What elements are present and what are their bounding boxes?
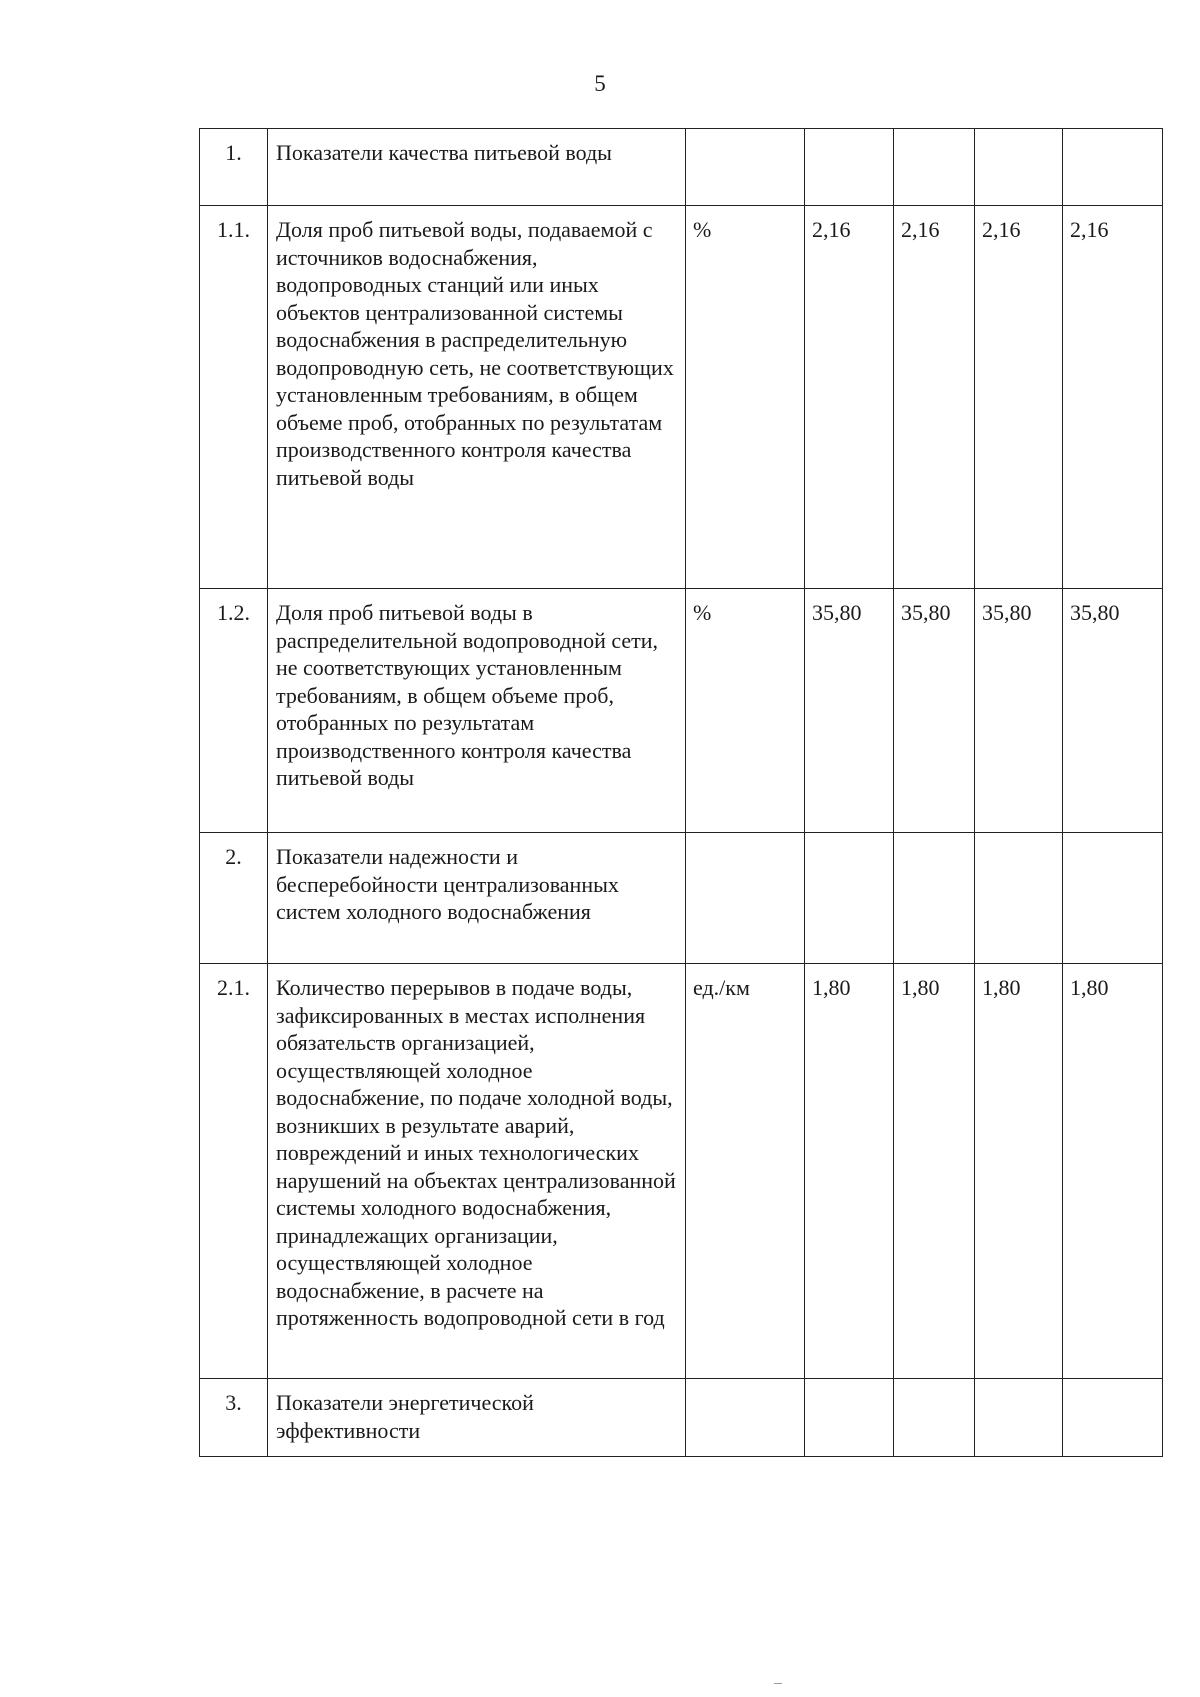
value-cell-4	[1063, 206, 1163, 589]
value-cell-1	[805, 129, 894, 206]
table-row	[200, 206, 1163, 589]
value: 35,80	[812, 600, 862, 625]
value: 35,80	[901, 600, 951, 625]
table-row	[200, 833, 1163, 964]
value-cell-1	[805, 833, 894, 964]
table-row	[200, 964, 1163, 1379]
row-number-cell	[200, 833, 268, 964]
row-number: 3.	[225, 1390, 242, 1415]
indicator-name: Количество перерывов в подаче воды, зафиксированных в местах исполнения обязательств организацией, осуществляющей холодное водоснабжение, по подаче холодной воды, возникших в результате аварий, повреждений и иных технологических нарушений на объектах централизованной системы холодного водоснабжения, принадлежащих организации, осуществляющей холодное водоснабжение, в расчете на протяженность водопроводной сети в год	[276, 975, 676, 1330]
indicators-table	[199, 128, 1163, 1457]
value-cell-3	[975, 589, 1063, 833]
value: 2,16	[901, 217, 940, 242]
value-cell-2	[894, 129, 975, 206]
value-cell-1	[805, 206, 894, 589]
row-number: 1.	[225, 140, 242, 165]
row-number: 2.1.	[217, 975, 250, 1000]
row-number: 1.2.	[217, 600, 250, 625]
row-number-cell	[200, 206, 268, 589]
value-cell-1	[805, 589, 894, 833]
value-cell-3	[975, 129, 1063, 206]
value-cell-1	[805, 964, 894, 1379]
value: 1,80	[1070, 975, 1109, 1000]
indicator-name: Доля проб питьевой воды в распределительной водопроводной сети, не соответствующих установленным требованиям, в общем объеме проб, отобранных по результатам производственного контроля качества питьевой воды	[276, 600, 659, 790]
value-cell-3	[975, 206, 1063, 589]
unit: %	[693, 600, 712, 625]
row-number-cell	[200, 129, 268, 206]
value: 1,80	[982, 975, 1021, 1000]
value-cell-4	[1063, 1379, 1163, 1457]
indicator-name-cell	[268, 206, 686, 589]
row-number: 1.1.	[217, 217, 250, 242]
value: 35,80	[982, 600, 1032, 625]
indicator-name-cell	[268, 1379, 686, 1457]
value-cell-2	[894, 964, 975, 1379]
value: 2,16	[1070, 217, 1109, 242]
unit: %	[693, 217, 712, 242]
value-cell-4	[1063, 129, 1163, 206]
value-cell-1	[805, 1379, 894, 1457]
row-number-cell	[200, 964, 268, 1379]
value-cell-2	[894, 589, 975, 833]
value-cell-4	[1063, 964, 1163, 1379]
indicator-name: Показатели надежности и бесперебойности централизованных систем холодного водоснабжения	[276, 844, 619, 924]
value-cell-3	[975, 964, 1063, 1379]
unit-cell	[686, 206, 805, 589]
value-cell-2	[894, 833, 975, 964]
value-cell-4	[1063, 589, 1163, 833]
value: 2,16	[982, 217, 1021, 242]
scan-mark	[774, 1683, 782, 1684]
table-row	[200, 1379, 1163, 1457]
unit-cell	[686, 589, 805, 833]
row-number-cell	[200, 1379, 268, 1457]
value-cell-4	[1063, 833, 1163, 964]
page-number: 5	[594, 71, 606, 96]
unit: ед./км	[693, 975, 750, 1000]
indicator-name-cell	[268, 833, 686, 964]
unit-cell	[686, 833, 805, 964]
row-number: 2.	[225, 844, 242, 869]
indicator-name-cell	[268, 129, 686, 206]
row-number-cell	[200, 589, 268, 833]
value-cell-3	[975, 833, 1063, 964]
value-cell-3	[975, 1379, 1063, 1457]
value-cell-2	[894, 1379, 975, 1457]
indicator-name-cell	[268, 589, 686, 833]
unit-cell	[686, 964, 805, 1379]
value: 1,80	[812, 975, 851, 1000]
table-row	[200, 129, 1163, 206]
indicator-name: Показатели энергетической эффективности	[276, 1390, 534, 1443]
unit-cell	[686, 129, 805, 206]
indicator-name-cell	[268, 964, 686, 1379]
table-row	[200, 589, 1163, 833]
unit-cell	[686, 1379, 805, 1457]
value: 2,16	[812, 217, 851, 242]
indicator-name: Доля проб питьевой воды, подаваемой с источников водоснабжения, водопроводных станций или иных объектов централизованной системы водоснабжения в распределительную водопроводную сеть, не соответствующих установленным требованиям, в общем объеме проб, отобранных по результатам производственного контроля качества питьевой воды	[276, 217, 674, 490]
value: 1,80	[901, 975, 940, 1000]
value-cell-2	[894, 206, 975, 589]
value: 35,80	[1070, 600, 1120, 625]
indicator-name: Показатели качества питьевой воды	[276, 140, 612, 165]
